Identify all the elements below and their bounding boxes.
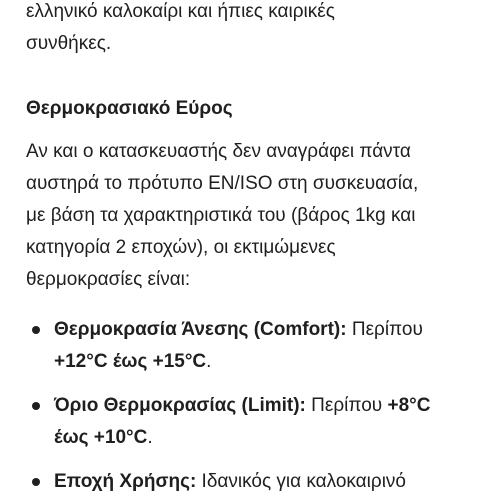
- intro-line-2: συνθήκες.: [26, 33, 112, 54]
- comfort-range: +12°C έως +15°C: [54, 351, 207, 372]
- body-line-4: κατηγορία 2 εποχών), οι εκτιμώμενες: [26, 237, 336, 258]
- list-item-season: [54, 466, 482, 498]
- limit-text: Περίπου: [305, 395, 388, 416]
- body-line-1: Αν και ο κατασκευαστής δεν αναγράφει πάντα: [26, 141, 411, 162]
- body-line-5: θερμοκρασίες είναι:: [26, 269, 191, 290]
- body-line-3: με βάση τα χαρακτηριστικά του (βάρος 1kg και: [26, 205, 416, 226]
- body-paragraph: [26, 136, 480, 296]
- body-line-2: αυστηρά το πρότυπο EN/ISO στη συσκευασία,: [26, 173, 419, 194]
- limit-value-start: +8°C: [387, 395, 431, 416]
- list-item-comfort: [54, 314, 482, 378]
- limit-range: έως +10°C: [54, 427, 148, 448]
- comfort-label: Θερμοκρασία Άνεσης (Comfort):: [54, 319, 347, 340]
- bullet-dot-icon: [32, 402, 40, 410]
- section-heading: Θερμοκρασιακό Εύρος: [26, 98, 233, 119]
- season-label: Εποχή Χρήσης:: [54, 471, 197, 492]
- list-item-limit: [54, 390, 482, 454]
- comfort-tail: .: [206, 351, 212, 372]
- limit-label: Όριο Θερμοκρασίας (Limit):: [54, 395, 306, 416]
- limit-tail: .: [147, 427, 153, 448]
- season-text: Ιδανικός για καλοκαιρινό: [196, 471, 406, 492]
- comfort-text: Περίπου: [346, 319, 423, 340]
- intro-paragraph: [26, 0, 480, 60]
- bullet-dot-icon: [32, 326, 40, 334]
- intro-line-1: ελληνικό καλοκαίρι και ήπιες καιρικές: [26, 1, 335, 22]
- bullet-dot-icon: [32, 478, 40, 486]
